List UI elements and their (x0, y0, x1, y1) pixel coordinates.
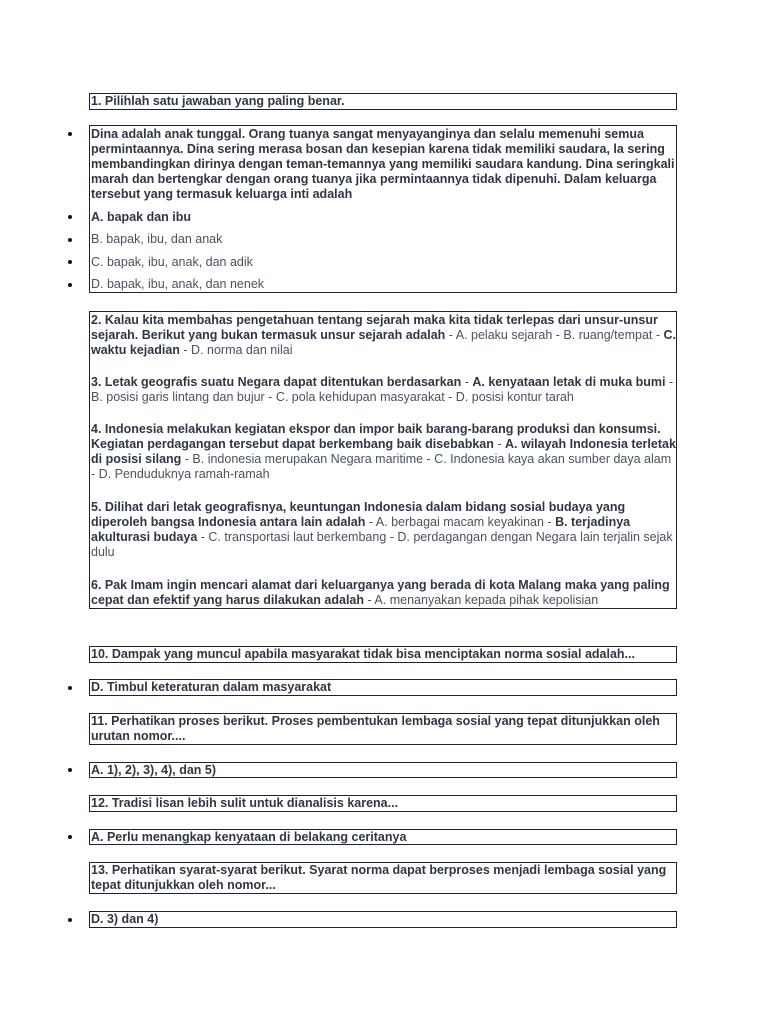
q3-answer: A. kenyataan letak di muka bumi (472, 375, 666, 389)
q6-question: 6. Pak Imam ingin mencari alamat dari keluarganya yang berada di kota Malang maka yang paling cepat dan efektif yang harus dilakukan adalah (91, 578, 670, 607)
q12-answer-box (89, 829, 677, 845)
q4-question: 4. Indonesia melakukan kegiatan ekspor dan impor baik barang-barang produksi dan konsumsi. Kegiatan perdagangan tersebut dapat berkembang baik disebabkan (91, 422, 661, 451)
q2-text (90, 313, 676, 358)
questions-2-6-block (89, 311, 677, 609)
q1-question: Dina adalah anak tunggal. Orang tuanya sangat menyayanginya dan selalu memenuhi semua permintaannya. Dina sering merasa bosan dan kesepian karena tidak memiliki saudara, la sering membandingkan dirinya dengan teman-temannya yang memiliki saudara kandung. Dina seringkali marah dan bertengkar dengan orang tuanya jika permintaannya tidak dipenuhi. Dalam keluarga tersebut yang termasuk keluarga inti adalah (91, 127, 675, 201)
q1-block (89, 125, 677, 293)
q5-options-part2: - C. transportasi laut berkembang - D. perdagangan dengan Negara lain terjalin sejak dulu (91, 530, 673, 559)
q2-answer: C. waktu kejadian (91, 328, 676, 357)
q11-question-box (89, 713, 677, 745)
bullet (68, 686, 72, 690)
q12-question-box (89, 795, 677, 812)
q3-options-part2: - B. posisi garis lintang dan bujur - C. pola kehidupan masyarakat - D. posisi kontur tarah (91, 375, 674, 404)
q1-option-b: B. bapak, ibu, dan anak (91, 232, 223, 246)
q10-question-box (89, 646, 677, 663)
q4-options-part2: - B. indonesia merupakan Negara maritime - C. Indonesia kaya akan sumber daya alam - D. Penduduknya ramah-ramah (91, 452, 672, 481)
q4-text (90, 422, 676, 482)
q1-option-d: D. bapak, ibu, anak, dan nenek (91, 277, 265, 291)
q1-header-text: 1. Pilihlah satu jawaban yang paling benar. (91, 94, 345, 108)
q3-options-part1: - (461, 375, 473, 389)
q2-question: 2. Kalau kita membahas pengetahuan tentang sejarah maka kita tidak terlepas dari unsur-unsur sejarah. Berikut yang bukan termasuk unsur sejarah adalah (91, 313, 658, 342)
q12-answer: A. Perlu menangkap kenyataan di belakang ceritanya (91, 830, 407, 844)
q13-question-box (89, 862, 677, 894)
q10-answer: D. Timbul keteraturan dalam masyarakat (91, 680, 332, 694)
q12-question: 12. Tradisi lisan lebih sulit untuk dianalisis karena... (91, 796, 399, 810)
bullet (68, 132, 72, 136)
bullet (68, 835, 72, 839)
bullet (68, 768, 72, 772)
q11-answer: A. 1), 2), 3), 4), dan 5) (91, 763, 217, 777)
q1-option-a: A. bapak dan ibu (91, 210, 192, 224)
q3-text (90, 375, 676, 405)
q4-answer: A. wilayah Indonesia terletak di posisi silang (91, 437, 676, 466)
q5-question: 5. Dilihat dari letak geografisnya, keuntungan Indonesia dalam bidang sosial budaya yang diperoleh bangsa Indonesia antara lain adalah (91, 500, 626, 529)
q10-answer-box (89, 679, 677, 696)
bullet (68, 283, 72, 287)
q5-text (90, 500, 676, 560)
q10-question: 10. Dampak yang muncul apabila masyarakat tidak bisa menciptakan norma sosial adalah... (91, 647, 635, 661)
q2-options-part1: - A. pelaku sejarah - B. ruang/tempat - (445, 328, 664, 342)
bullet (68, 260, 72, 264)
q1-option-c: C. bapak, ibu, anak, dan adik (91, 255, 253, 269)
bullet (68, 238, 72, 242)
q13-answer-box (89, 911, 677, 928)
bullet (68, 918, 72, 922)
q5-options-part1: - A. berbagai macam keyakinan - (365, 515, 556, 529)
q6-text (90, 578, 676, 608)
q5-answer: B. terjadinya akulturasi budaya (91, 515, 631, 544)
q4-options-part1: - (493, 437, 505, 451)
q13-answer: D. 3) dan 4) (91, 912, 159, 926)
q1-header (89, 93, 677, 110)
q6-options: - A. menanyakan kepada pihak kepolisian (364, 593, 599, 607)
q11-question: 11. Perhatikan proses berikut. Proses pembentukan lembaga sosial yang tepat ditunjukkan oleh urutan nomor.... (91, 714, 660, 743)
q3-question: 3. Letak geografis suatu Negara dapat ditentukan berdasarkan (91, 375, 462, 389)
q2-options-part2: - D. norma dan nilai (179, 343, 293, 357)
q11-answer-box (89, 762, 677, 778)
q13-question: 13. Perhatikan syarat-syarat berikut. Syarat norma dapat berproses menjadi lembaga sosial yang tepat ditunjukkan oleh nomor... (91, 863, 667, 892)
bullet (68, 215, 72, 219)
